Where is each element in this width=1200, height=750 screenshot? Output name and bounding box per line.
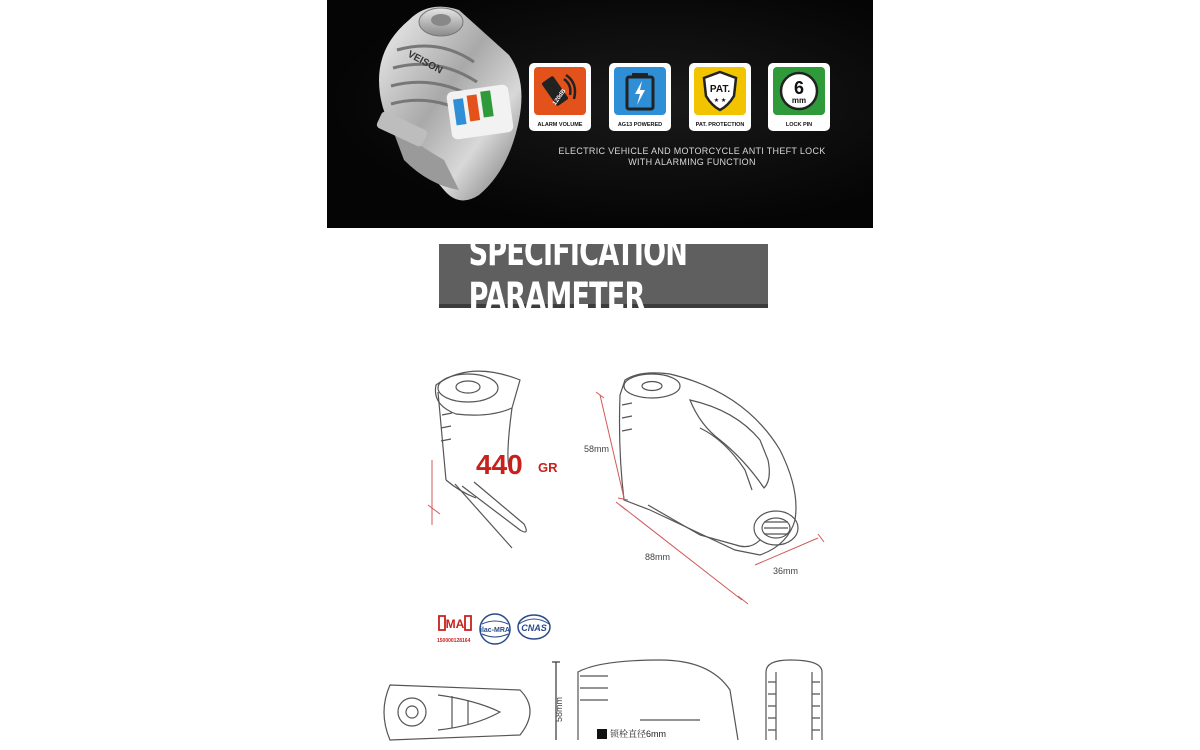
- badge-label: AG13 POWERED: [617, 122, 663, 128]
- weight-value: 440: [476, 449, 523, 480]
- cnas-cert-icon: [516, 612, 552, 642]
- lock-outline-front-view: [766, 660, 822, 740]
- brand-mark: VEISON: [405, 48, 445, 77]
- cma-code: 150000128164: [437, 638, 471, 644]
- note-marker: [597, 729, 607, 739]
- lock-pin-value: 6: [793, 78, 805, 98]
- svg-text:★ ★: ★ ★: [713, 98, 727, 104]
- lock-outline-top-view: [384, 685, 530, 740]
- cnas-mark-text: CNAS: [521, 623, 547, 633]
- tagline-line-1: ELECTRIC VEHICLE AND MOTORCYCLE ANTI THEFT LOCK: [558, 146, 826, 156]
- spec-title-text: SPECIFICATION PARAMETER: [468, 229, 688, 319]
- dim-side-height: 58mm: [554, 696, 564, 722]
- tagline-line-2: WITH ALARMING FUNCTION: [628, 157, 756, 167]
- badge-label: ALARM VOLUME: [537, 122, 583, 128]
- lock-outline-perspective: [620, 373, 799, 555]
- cma-cert-icon: [437, 612, 473, 638]
- badge-label: LOCK PIN: [785, 122, 813, 128]
- alarm-db-text: 120dB: [552, 88, 568, 107]
- lock-pin-unit: mm: [791, 96, 807, 105]
- dim-height: 58mm: [584, 444, 610, 454]
- dim-width: 36mm: [773, 566, 799, 576]
- pin-diameter-text: 锁栓直径6mm: [610, 729, 666, 739]
- weight-unit: GR: [538, 460, 558, 475]
- cma-mark-text: MA: [445, 617, 465, 631]
- dim-length: 88mm: [645, 552, 671, 562]
- patent-mark-text: PAT.: [709, 84, 731, 95]
- ilac-mra-cert-icon: [478, 612, 512, 646]
- pin-diameter-note: [597, 727, 666, 740]
- badge-label: PAT. PROTECTION: [695, 122, 745, 128]
- ilac-mark-text: ilac-MRA: [480, 627, 510, 634]
